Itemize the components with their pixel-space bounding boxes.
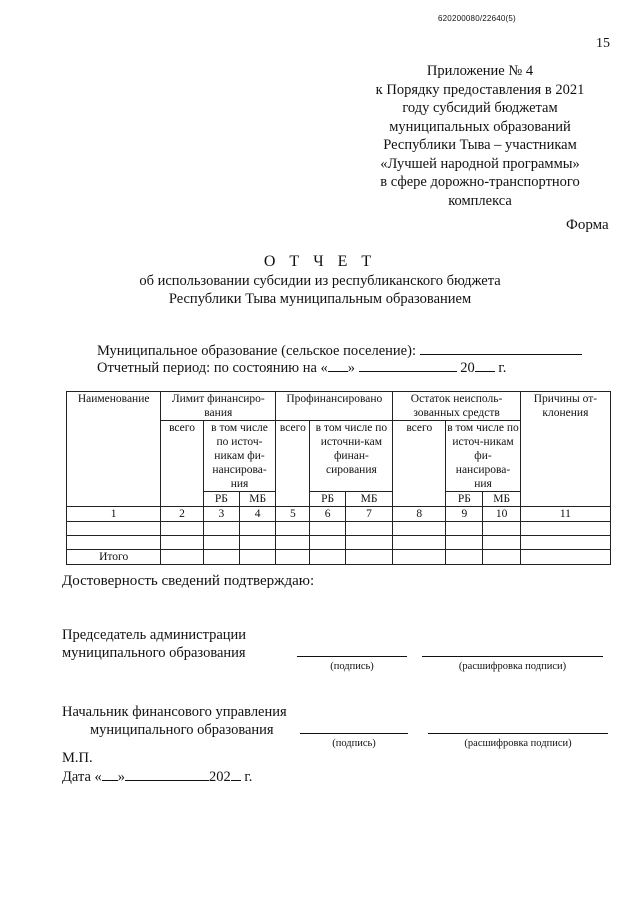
period-year-prefix: 20 — [460, 360, 475, 376]
chair-name-line[interactable] — [422, 656, 603, 657]
column-numbers-row — [67, 507, 611, 522]
header-mb: МБ — [240, 492, 276, 507]
header-total: всего — [276, 421, 310, 507]
table-cell[interactable] — [276, 550, 310, 565]
total-row — [67, 550, 611, 565]
chair-signature-line[interactable] — [297, 656, 407, 657]
header-rb: РБ — [446, 492, 483, 507]
date-field — [62, 766, 252, 786]
table-cell[interactable] — [393, 550, 446, 565]
table-cell[interactable] — [203, 536, 239, 550]
header-reasons: Причины от-клонения — [520, 392, 610, 507]
document-id: 620200080/22640(5) — [438, 14, 516, 23]
header-limit: Лимит финансиро-вания — [161, 392, 276, 421]
header-remainder: Остаток неисполь-зованных средств — [393, 392, 520, 421]
table-cell[interactable] — [276, 536, 310, 550]
table-cell[interactable] — [446, 550, 483, 565]
signature-caption: (подпись) — [332, 738, 376, 749]
period-field — [97, 357, 506, 377]
column-number: 8 — [393, 507, 446, 522]
header-sources: в том числе по источни-кам финан-сирования — [310, 421, 393, 492]
column-number: 5 — [276, 507, 310, 522]
chair-title-line: Председатель администрации — [62, 627, 247, 643]
date-quote: » — [117, 769, 126, 785]
table-cell[interactable] — [203, 522, 239, 536]
signature-caption: (подпись) — [330, 661, 374, 672]
table-cell[interactable] — [483, 536, 520, 550]
period-quote: » — [347, 360, 356, 376]
period-label: Отчетный период: по состоянию на « — [97, 360, 328, 376]
header-sources: в том числе по источ-никам фи-нансирова-ния — [203, 421, 276, 492]
column-number: 2 — [161, 507, 203, 522]
appendix-line: в сфере дорожно-транспортного — [380, 174, 580, 190]
name-caption: (расшифровка подписи) — [458, 661, 567, 672]
table-cell[interactable] — [483, 522, 520, 536]
header-financed: Профинансировано — [276, 392, 393, 421]
date-month-blank[interactable] — [125, 766, 209, 781]
appendix-line: году субсидий бюджетам — [402, 100, 558, 116]
header-rb: РБ — [310, 492, 345, 507]
table-cell[interactable] — [240, 550, 276, 565]
table-cell[interactable] — [483, 550, 520, 565]
column-number: 10 — [483, 507, 520, 522]
table-cell[interactable] — [276, 522, 310, 536]
finance-signature-line[interactable] — [300, 733, 408, 734]
finance-title — [62, 703, 287, 739]
chair-title-line: муниципального образования — [62, 645, 246, 661]
appendix-line: «Лучшей народной программы» — [380, 155, 580, 172]
finance-title-line: муниципального образования — [90, 722, 274, 738]
column-number: 3 — [203, 507, 239, 522]
table-row — [67, 536, 611, 550]
total-label: Итого — [67, 550, 161, 565]
appendix-line: муниципальных образований — [389, 118, 571, 135]
finance-name-line[interactable] — [428, 733, 608, 734]
date-year-suffix: г. — [244, 769, 253, 785]
table-cell[interactable] — [240, 536, 276, 550]
period-year-blank[interactable] — [475, 357, 495, 372]
table-cell[interactable] — [161, 522, 203, 536]
subtitle-line: Республики Тыва муниципальным образованием — [168, 291, 472, 307]
stamp-label: М.П. — [62, 750, 93, 766]
column-number: 4 — [240, 507, 276, 522]
table-cell[interactable] — [67, 522, 161, 536]
date-year-prefix: 202 — [209, 769, 231, 785]
table-cell[interactable] — [520, 522, 610, 536]
municipality-blank[interactable] — [420, 340, 582, 355]
table-cell[interactable] — [310, 522, 345, 536]
table-cell[interactable] — [67, 536, 161, 550]
table-cell[interactable] — [310, 536, 345, 550]
table-cell[interactable] — [393, 536, 446, 550]
name-caption: (расшифровка подписи) — [464, 738, 572, 749]
appendix-line: комплекса — [448, 192, 512, 209]
period-year-suffix: г. — [498, 360, 507, 376]
appendix-line: Республики Тыва – участникам — [383, 137, 577, 153]
form-label: Форма — [566, 217, 609, 233]
table-cell[interactable] — [310, 550, 345, 565]
date-label: Дата « — [62, 769, 102, 785]
period-day-blank[interactable] — [328, 357, 348, 372]
appendix-line: Приложение № 4 — [426, 63, 534, 79]
table-cell[interactable] — [345, 522, 393, 536]
column-number: 11 — [520, 507, 610, 522]
table-cell[interactable] — [393, 522, 446, 536]
date-year-blank[interactable] — [231, 766, 241, 781]
page-number: 15 — [596, 36, 610, 51]
table-cell[interactable] — [446, 536, 483, 550]
confirmation-text: Достоверность сведений подтверждаю: — [62, 573, 315, 589]
finance-title-line: Начальник финансового управления — [62, 704, 287, 720]
table-cell[interactable] — [161, 536, 203, 550]
column-number: 9 — [446, 507, 483, 522]
header-total: всего — [393, 421, 446, 507]
chair-title — [62, 626, 246, 662]
report-title: О Т Ч Е Т — [263, 253, 377, 270]
municipality-label: Муниципальное образование (сельское поселение): — [97, 343, 416, 359]
table-cell[interactable] — [345, 536, 393, 550]
report-table — [66, 391, 611, 565]
column-number: 7 — [345, 507, 393, 522]
table-cell[interactable] — [345, 550, 393, 565]
table-row — [67, 522, 611, 536]
column-number: 6 — [310, 507, 345, 522]
header-total: всего — [161, 421, 203, 507]
header-mb: МБ — [345, 492, 393, 507]
table-cell[interactable] — [520, 550, 610, 565]
table-cell[interactable] — [161, 550, 203, 565]
appendix-line: к Порядку предоставления в 2021 — [375, 81, 585, 98]
period-month-blank[interactable] — [359, 357, 457, 372]
table-cell[interactable] — [446, 522, 483, 536]
subtitle-line: об использовании субсидии из республиканского бюджета — [139, 273, 501, 289]
date-day-blank[interactable] — [102, 766, 118, 781]
header-sources: в том числе по источ-никам фи-нансирова-ния — [447, 422, 519, 490]
header-name: Наименование — [67, 392, 161, 507]
table-cell[interactable] — [520, 536, 610, 550]
table-cell[interactable] — [203, 550, 239, 565]
report-subtitle — [0, 272, 640, 308]
header-mb: МБ — [483, 492, 520, 507]
column-number: 1 — [67, 507, 161, 522]
appendix-block — [350, 62, 610, 210]
table-cell[interactable] — [240, 522, 276, 536]
header-rb: РБ — [203, 492, 239, 507]
